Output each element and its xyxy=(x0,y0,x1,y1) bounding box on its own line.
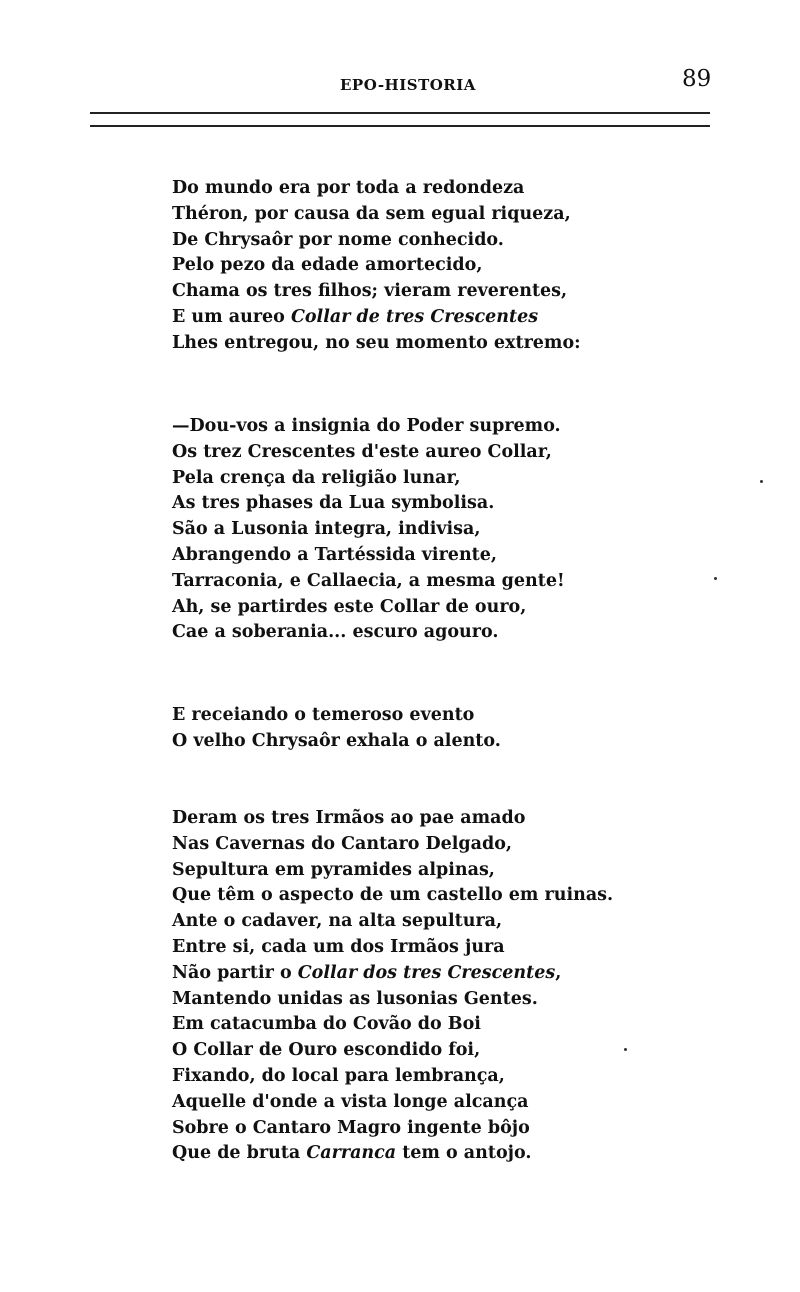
stanza xyxy=(172,703,732,755)
poem-line: Abrangendo a Tartéssida virente, xyxy=(172,544,497,565)
poem-line: E um aureo Collar de tres Crescentes xyxy=(172,306,539,327)
poem-line: Tarraconia, e Callaecia, a mesma gente! xyxy=(172,570,565,591)
print-speck xyxy=(714,577,717,580)
poem-line: Sepultura em pyramides alpinas, xyxy=(172,859,495,880)
poem-line: Cae a soberania... escuro agouro. xyxy=(172,622,499,643)
italic-phrase: Collar dos tres Crescentes xyxy=(297,962,556,983)
poem-line: Lhes entregou, no seu momento extremo: xyxy=(172,332,581,353)
poem-line: Chama os tres filhos; vieram reverentes, xyxy=(172,281,568,302)
poem-line: Aquelle d'onde a vista longe alcança xyxy=(172,1091,529,1112)
stanza xyxy=(172,806,732,1167)
poem-line: São a Lusonia integra, indivisa, xyxy=(172,519,481,540)
poem-line: —Dou-vos a insignia do Poder supremo. xyxy=(172,416,561,436)
poem-line: Do mundo era por toda a redondeza xyxy=(172,178,525,198)
poem-line: Em catacumba do Covão do Boi xyxy=(172,1014,481,1035)
poem-line: Nas Cavernas do Cantaro Delgado, xyxy=(172,833,513,854)
poem-line: Ante o cadaver, na alta sepultura, xyxy=(172,911,503,932)
header-rule-bottom xyxy=(90,125,710,127)
poem-line: O Collar de Ouro escondido foi, xyxy=(172,1040,481,1061)
poem-line: Que têm o aspecto de um castello em ruinas. xyxy=(172,885,614,906)
poem-line: Deram os tres Irmãos ao pae amado xyxy=(172,808,526,828)
italic-phrase: Collar de tres Crescentes xyxy=(290,306,539,327)
poem-line: Não partir o Collar dos tres Crescentes, xyxy=(172,962,562,983)
print-speck xyxy=(760,480,763,483)
stanza xyxy=(172,414,732,646)
poem-line: Entre si, cada um dos Irmãos jura xyxy=(172,936,505,957)
poem-line: De Chrysaôr por nome conhecido. xyxy=(172,229,504,250)
print-speck xyxy=(624,1048,627,1051)
page-number: 89 xyxy=(682,66,712,92)
poem-line: E receiando o temeroso evento xyxy=(172,705,475,725)
poem-line: Ah, se partirdes este Collar de ouro, xyxy=(172,596,527,617)
header-rule-top xyxy=(90,112,710,114)
poem-line: Sobre o Cantaro Magro ingente bôjo xyxy=(172,1117,530,1138)
poem-line: Fixando, do local para lembrança, xyxy=(172,1065,505,1086)
poem-line: Que de bruta Carranca tem o antojo. xyxy=(172,1143,532,1164)
poem-line: As tres phases da Lua symbolisa. xyxy=(172,493,495,514)
poem-line: Théron, por causa da sem egual riqueza, xyxy=(172,203,571,224)
stanza xyxy=(172,176,732,357)
poem-line: Os trez Crescentes d'este aureo Collar, xyxy=(172,441,552,462)
running-header: EPO-HISTORIA xyxy=(340,76,476,94)
italic-phrase: Carranca xyxy=(306,1143,397,1164)
poem-line: O velho Chrysaôr exhala o alento. xyxy=(172,730,501,751)
poem-line: Mantendo unidas as lusonias Gentes. xyxy=(172,988,538,1009)
poem-line: Pelo pezo da edade amortecido, xyxy=(172,255,483,276)
poem-line: Pela crença da religião lunar, xyxy=(172,467,461,488)
